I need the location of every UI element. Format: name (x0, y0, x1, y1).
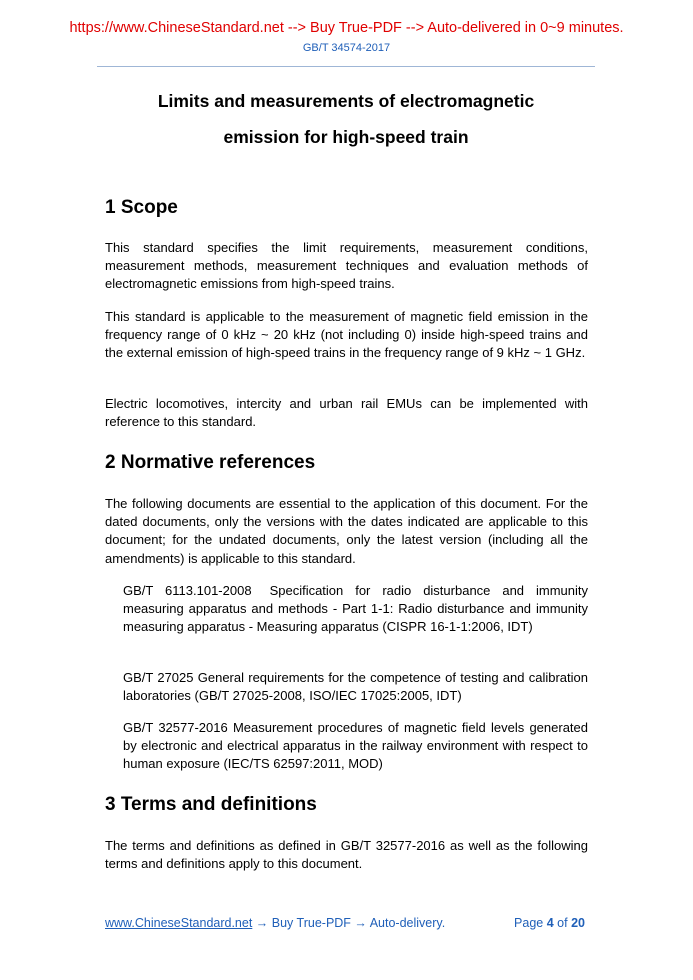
page-total: 20 (571, 916, 585, 930)
reference-item-3: GB/T 32577-2016 Measurement procedures of magnetic field levels generated by electronic and electrical apparatus in the railway environment with respect to human exposure (IEC/TS 62597:2011, MOD) (123, 720, 588, 772)
of-label: of (557, 916, 568, 930)
scope-paragraph-2: This standard is applicable to the measurement of magnetic field emission in the frequency range of 0 kHz ~ 20 kHz (not including 0) inside high-speed trains and the external emission of high-speed trains in the frequency range of 9 kHz ~ 1 GHz. (105, 309, 588, 361)
page-label: Page (514, 916, 544, 930)
footer-text: → Buy True-PDF → Auto-delivery. (252, 916, 446, 930)
standard-number: GB/T 34574-2017 (302, 42, 391, 54)
footer-link[interactable]: www.ChineseStandard.net (105, 916, 253, 930)
scope-paragraph-3: Electric locomotives, intercity and urban rail EMUs can be implemented with reference to this standard. (105, 396, 588, 430)
section-heading-scope: 1 Scope (105, 197, 178, 218)
header-divider (97, 66, 595, 67)
scope-paragraph-1: This standard specifies the limit requirements, measurement conditions, measurement methods, measurement techniques and evaluation methods of electromagnetic emissions from high-speed trains. (105, 240, 588, 292)
document-title-line-1: Limits and measurements of electromagnetic (157, 91, 535, 111)
reference-1-code: GB/T 6113.101-2008 (123, 583, 252, 598)
page-number: 4 (546, 916, 554, 930)
reference-item-1 (123, 582, 588, 637)
normative-intro-paragraph: The following documents are essential to the application of this document. For the dated documents, only the versions with the dates indicated are applicable to this document; for the undated documents, only the latest version (including all the amendments) is applicable to this standard. (105, 496, 588, 566)
terms-paragraph-1: The terms and definitions as defined in GB/T 32577-2016 as well as the following terms and definitions apply to this document. (105, 838, 588, 872)
page-footer (105, 916, 585, 930)
reference-1-text: Specification for radio disturbance and immunity measuring apparatus and methods - Part 1-1: Radio disturbance and immunity measuring apparatus - Measuring apparatus (CISPR 16-1-1:2006, IDT) (123, 583, 588, 635)
document-title-line-2: emission for high-speed train (223, 127, 469, 147)
section-heading-terms-definitions: 3 Terms and definitions (105, 794, 317, 815)
section-heading-normative-references: 2 Normative references (105, 452, 316, 473)
reference-item-2: GB/T 27025 General requirements for the competence of testing and calibration laboratories (GB/T 27025-2008, ISO/IEC 17025:2005, IDT) (123, 670, 588, 704)
top-banner[interactable]: https://www.ChineseStandard.net --> Buy True-PDF --> Auto-delivered in 0~9 minutes. (69, 20, 624, 36)
page-indicator (514, 916, 585, 930)
